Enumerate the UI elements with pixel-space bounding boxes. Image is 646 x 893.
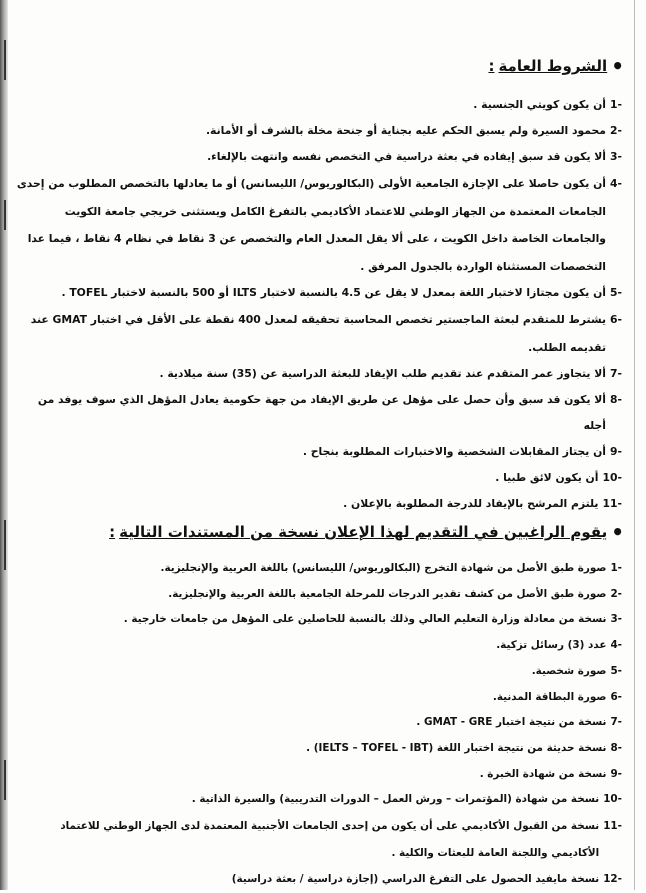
list-item — [14, 867, 622, 893]
list-item — [14, 813, 622, 867]
list-item — [14, 685, 622, 711]
item-number: -8 — [610, 741, 622, 754]
item-text: صورة طبق الأصل من كشف تقدير الدرجات للمرحلة الجامعية باللغة العربية والإنجليزية. — [168, 587, 607, 600]
item-text: نسخة من القبول الأكاديمي على أن يكون من إحدى الجامعات الأجنبية المعتمدة لدى الجهاز الوطني للاعتماد الأكاديمي واللجنة العامة للبعثات والكلية . — [60, 820, 600, 860]
item-number: -1 — [610, 562, 622, 574]
list-item — [14, 92, 622, 118]
list-item — [14, 170, 622, 280]
item-text: أن يكون كويتي الجنسية . — [473, 98, 606, 111]
required-documents-title: يقوم الراغبين في التقديم لهذا الإعلان نسخة من المستندات التالية — [119, 523, 608, 541]
item-text: أن يكون مجتازا لاختبار اللغة بمعدل لا يقل عن 4.5 بالنسبة لاختبار ILTS أو 500 بالنسبة لاختبار TOFEL . — [61, 286, 606, 299]
list-item — [14, 280, 622, 306]
general-conditions-list — [14, 92, 622, 517]
item-number: -9 — [610, 767, 622, 780]
list-item — [14, 710, 622, 736]
required-documents-heading: • يقوم الراغبين في التقديم لهذا الإعلان نسخة من المستندات التالية: — [109, 520, 624, 544]
item-number: -2 — [610, 587, 622, 600]
item-text: نسخة مايفيد الحصول على التفرغ الدراسي (إجازة دراسية / بعثة دراسية) — [231, 873, 600, 886]
item-text: نسخة من شهادة (المؤتمرات – ورش العمل – الدورات التدريبية) والسيرة الذاتية . — [191, 793, 600, 806]
item-text: نسخة من شهادة الخبرة . — [479, 767, 607, 780]
item-number: -11 — [603, 820, 622, 833]
list-item — [14, 736, 622, 762]
item-text: صورة شخصية. — [531, 664, 607, 677]
scan-right-rule — [634, 0, 635, 890]
item-text: محمود السيرة ولم يسبق الحكم عليه بجناية أو جنحة مخلة بالشرف أو الأمانة. — [205, 124, 606, 137]
item-text: عدد (3) رسائل تزكية. — [496, 639, 607, 652]
list-item — [14, 118, 622, 144]
list-item — [14, 439, 622, 465]
list-item — [14, 762, 622, 788]
list-item — [14, 144, 622, 170]
item-text: ألا يتجاوز عمر المتقدم عند تقديم طلب الإيفاد للبعثة الدراسية عن (35) سنة ميلادية . — [159, 367, 606, 380]
item-number: -6 — [610, 690, 622, 703]
item-number: -1 — [610, 98, 622, 111]
bullet-icon: • — [611, 54, 624, 78]
list-item — [14, 556, 622, 582]
item-text: أن يجتاز المقابلات الشخصية والاختبارات المطلوبة بنجاح . — [302, 445, 606, 458]
list-item — [14, 582, 622, 608]
item-number: -5 — [610, 286, 622, 299]
item-number: -10 — [602, 471, 622, 484]
required-documents-list — [14, 556, 622, 893]
general-conditions-title: الشروط العامة — [498, 57, 608, 75]
item-number: -3 — [610, 613, 622, 626]
scan-edge-mark — [4, 200, 6, 230]
item-number: -11 — [602, 497, 622, 510]
list-item — [14, 465, 622, 491]
list-item — [14, 659, 622, 685]
list-item — [14, 387, 622, 439]
item-text: نسخة من معادلة وزارة التعليم العالي وذلك بالنسبة للحاصلين على المؤهل من جامعات خارجية . — [123, 613, 607, 626]
item-number: -7 — [610, 716, 622, 729]
item-text: صورة البطاقة المدنية. — [492, 690, 607, 703]
item-text: أن يكون حاصلا على الإجازة الجامعية الأولى (البكالوريوس/ الليسانس) أو ما يعادلها بالتخصص المطلوب من إحدى الجامعات المعتمدة من الجهاز الوطني للاعتماد الأكاديمي بالتفرغ الكامل ويستثنى خريجي جامعة الكويت والجامعات الخاصة داخل الكويت ، على ألا يقل المعدل العام والتخصص عن 3 نقاط في نظام 4 نقاط ، فيما عدا التخصصات المستثناة الواردة بالجدول المرفق . — [16, 177, 606, 273]
list-item — [14, 787, 622, 813]
item-number: -10 — [603, 793, 622, 806]
list-item — [14, 633, 622, 659]
item-number: -12 — [603, 873, 622, 886]
scan-edge-mark — [4, 40, 6, 80]
item-number: -4 — [610, 639, 622, 652]
scan-edge-mark — [4, 520, 6, 570]
item-text: نسخة من نتيجة اختبار GMAT - GRE . — [416, 716, 607, 729]
item-number: -5 — [610, 664, 622, 677]
scan-left-edge — [0, 0, 8, 890]
general-conditions-heading: • الشروط العامة: — [488, 54, 624, 78]
item-text: نسخة حديثة من نتيجة اختبار اللغة (IELTS – TOFEL - IBT) . — [306, 741, 607, 754]
bullet-icon: • — [611, 520, 624, 544]
list-item — [14, 361, 622, 387]
item-text: ألا يكون قد سبق إيفاده في بعثة دراسية في التخصص نفسه وانتهت بالإلغاء. — [207, 150, 606, 163]
item-number: -2 — [610, 124, 622, 137]
item-number: -3 — [610, 150, 622, 163]
item-number: -4 — [610, 177, 622, 190]
item-number: -9 — [610, 445, 622, 458]
item-text: يلتزم المرشح بالإيفاد للدرجة المطلوبة بالإعلان . — [343, 497, 599, 510]
item-text: صورة طبق الأصل من شهادة التخرج (البكالوريوس/ الليسانس) باللغة العربية والإنجليزية. — [160, 562, 607, 574]
scan-edge-mark — [4, 760, 6, 800]
item-number: -6 — [610, 313, 622, 326]
item-number: -8 — [610, 393, 622, 406]
list-item — [14, 607, 622, 633]
list-item — [14, 306, 622, 361]
item-text: يشترط للمتقدم لبعثة الماجستير تخصص المحاسبة تحقيقه لمعدل 400 نقطة على الأقل في اختبار GMAT عند تقديمه الطلب. — [30, 313, 606, 354]
item-text: أن يكون لائق طبيا . — [495, 471, 599, 484]
item-number: -7 — [610, 367, 622, 380]
item-text: ألا يكون قد سبق وأن حصل على مؤهل عن طريق الإيفاد من جهة حكومية يعادل المؤهل الذي سوف يوفد من أجله — [37, 393, 606, 432]
list-item — [14, 491, 622, 517]
